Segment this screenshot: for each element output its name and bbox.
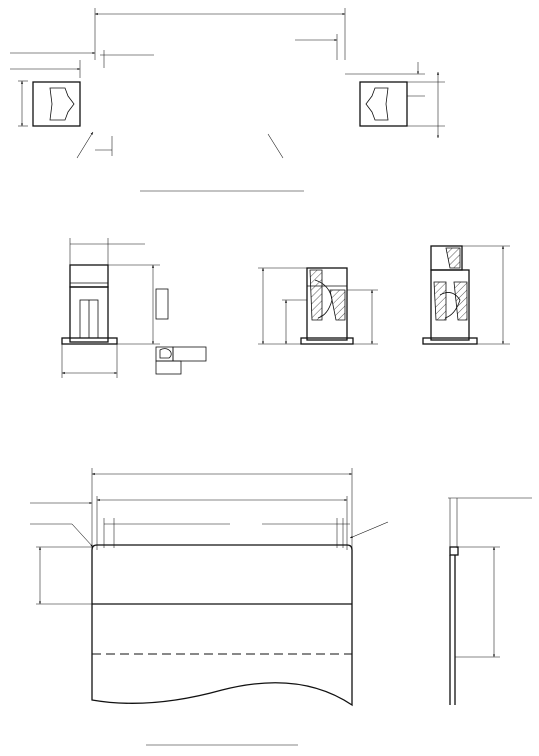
side-body-top	[70, 265, 108, 287]
section-left	[258, 268, 378, 344]
section-right-hatch-c	[454, 282, 467, 320]
fpc-radius-leader	[72, 524, 93, 547]
fpc-dimension	[30, 468, 532, 745]
section-right-hatch-a	[446, 248, 460, 268]
fpc-circuit1-leader	[350, 522, 388, 538]
datum-z-box	[156, 361, 181, 374]
flatness-symbol-box	[156, 347, 173, 361]
left-mounting-pad	[33, 82, 80, 126]
section-right-hatch-b	[434, 282, 446, 320]
fpc-outline	[92, 545, 352, 705]
left-pad-cutout	[50, 88, 74, 120]
connector-side-view	[62, 238, 206, 378]
pcb-circuit1-leader	[77, 132, 93, 158]
datum-y-box	[156, 289, 168, 319]
section-left-hatch-b	[330, 290, 345, 320]
section-left-base	[301, 338, 353, 344]
pcb-pattern-layout	[10, 8, 445, 191]
fpc-profile-body	[450, 555, 455, 705]
connector-position-leader	[268, 134, 283, 158]
fpc-profile-stiffener	[450, 547, 458, 555]
right-pad-cutout	[366, 88, 388, 120]
section-left-hatch-a	[310, 270, 322, 320]
flatness-icon	[160, 349, 171, 358]
right-mounting-pad	[360, 82, 407, 126]
flatness-value-box	[173, 347, 206, 361]
section-right	[423, 246, 510, 344]
